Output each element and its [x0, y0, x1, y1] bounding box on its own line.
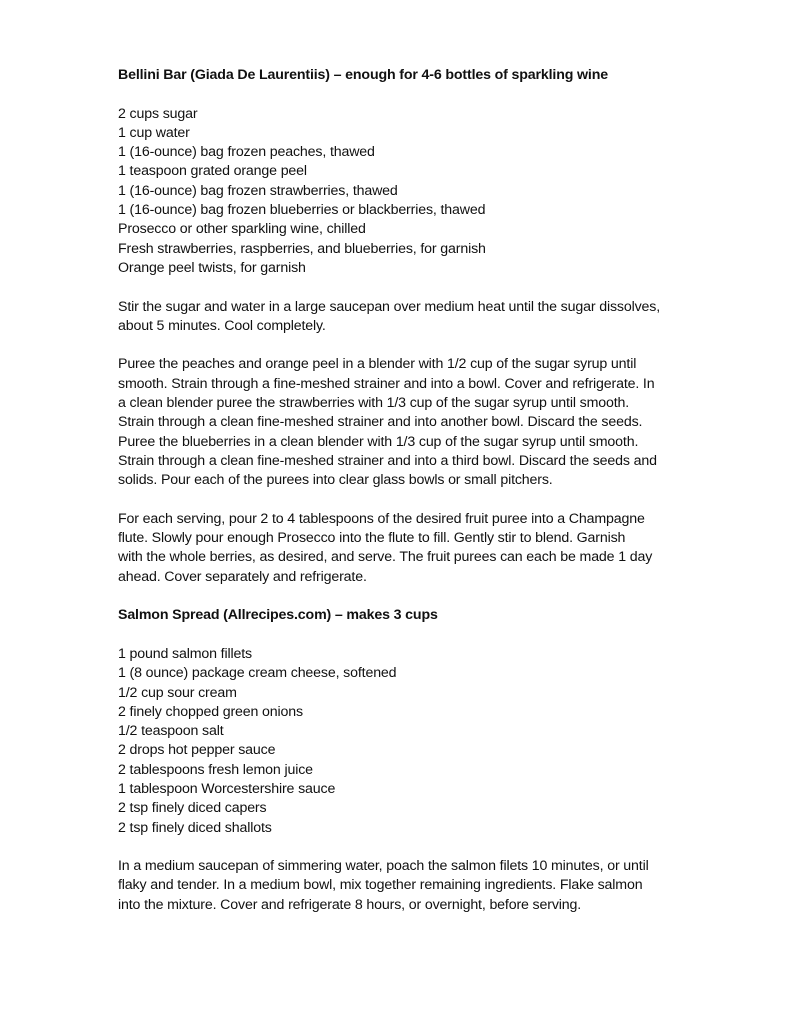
paragraph-line: smooth. Strain through a fine-meshed strainer and into a bowl. Cover and refrigerate. In [118, 375, 655, 392]
instruction-paragraph [118, 510, 738, 587]
ingredient-item: 1 cup water [118, 124, 190, 141]
paragraph-line: flute. Slowly pour enough Prosecco into the flute to fill. Gently stir to blend. Garnish [118, 530, 626, 547]
ingredient-item: 1 pound salmon fillets [118, 645, 252, 662]
paragraph-line: a clean blender puree the strawberries with 1/3 cup of the sugar syrup until smooth. [118, 395, 630, 412]
ingredient-item: 2 tablespoons fresh lemon juice [118, 761, 313, 778]
paragraph-line: For each serving, pour 2 to 4 tablespoons of the desired fruit puree into a Champagne [118, 510, 645, 527]
paragraph-line: Puree the peaches and orange peel in a blender with 1/2 cup of the sugar syrup until [118, 356, 637, 373]
ingredient-item: 1/2 cup sour cream [118, 684, 237, 701]
ingredient-list [118, 645, 738, 838]
ingredient-item: 1 (16-ounce) bag frozen blueberries or blackberries, thawed [118, 202, 486, 219]
ingredient-item: Orange peel twists, for garnish [118, 259, 306, 276]
instruction-paragraph [118, 298, 738, 337]
ingredient-list [118, 105, 738, 279]
ingredient-item: 2 tsp finely diced capers [118, 800, 267, 817]
paragraph-line: about 5 minutes. Cool completely. [118, 317, 326, 334]
spacer [118, 587, 738, 606]
instruction-paragraph [118, 355, 738, 490]
document-page [118, 66, 738, 915]
recipe-salmon-spread [118, 606, 738, 915]
paragraph-line: Strain through a clean fine-meshed strainer and into a third bowl. Discard the seeds and [118, 452, 657, 469]
paragraph-line: Strain through a clean fine-meshed strainer and into another bowl. Discard the seeds. [118, 414, 643, 431]
ingredient-item: 1 (8 ounce) package cream cheese, softened [118, 665, 397, 682]
paragraph-line: into the mixture. Cover and refrigerate 8 hours, or overnight, before serving. [118, 896, 582, 913]
instruction-paragraph [118, 857, 738, 915]
spacer [118, 626, 738, 645]
ingredient-item: 2 tsp finely diced shallots [118, 819, 272, 836]
paragraph-line: ahead. Cover separately and refrigerate. [118, 568, 367, 585]
spacer [118, 278, 738, 297]
recipe-title: Bellini Bar (Giada De Laurentiis) – enough for 4-6 bottles of sparkling wine [118, 67, 608, 83]
recipe-bellini-bar [118, 66, 738, 587]
paragraph-line: Puree the blueberries in a clean blender with 1/3 cup of the sugar syrup until smooth. [118, 433, 639, 450]
ingredient-item: 2 drops hot pepper sauce [118, 742, 276, 759]
ingredient-item: 1 tablespoon Worcestershire sauce [118, 780, 336, 797]
ingredient-item: Prosecco or other sparkling wine, chilled [118, 221, 366, 238]
spacer [118, 491, 738, 510]
spacer [118, 838, 738, 857]
paragraph-line: with the whole berries, as desired, and serve. The fruit purees can each be made 1 day [118, 549, 653, 566]
recipe-title: Salmon Spread (Allrecipes.com) – makes 3 cups [118, 607, 438, 624]
spacer [118, 336, 738, 355]
spacer [118, 85, 738, 104]
ingredient-item: 2 cups sugar [118, 105, 198, 122]
ingredient-item: 1 (16-ounce) bag frozen strawberries, thawed [118, 182, 398, 199]
ingredient-item: Fresh strawberries, raspberries, and blueberries, for garnish [118, 240, 486, 257]
paragraph-line: In a medium saucepan of simmering water, poach the salmon filets 10 minutes, or until [118, 858, 649, 875]
paragraph-line: solids. Pour each of the purees into clear glass bowls or small pitchers. [118, 472, 553, 489]
ingredient-item: 2 finely chopped green onions [118, 703, 303, 720]
paragraph-line: flaky and tender. In a medium bowl, mix together remaining ingredients. Flake salmon [118, 877, 643, 894]
paragraph-line: Stir the sugar and water in a large saucepan over medium heat until the sugar dissolves, [118, 298, 660, 315]
ingredient-item: 1 (16-ounce) bag frozen peaches, thawed [118, 144, 375, 161]
ingredient-item: 1/2 teaspoon salt [118, 723, 224, 740]
ingredient-item: 1 teaspoon grated orange peel [118, 163, 307, 180]
